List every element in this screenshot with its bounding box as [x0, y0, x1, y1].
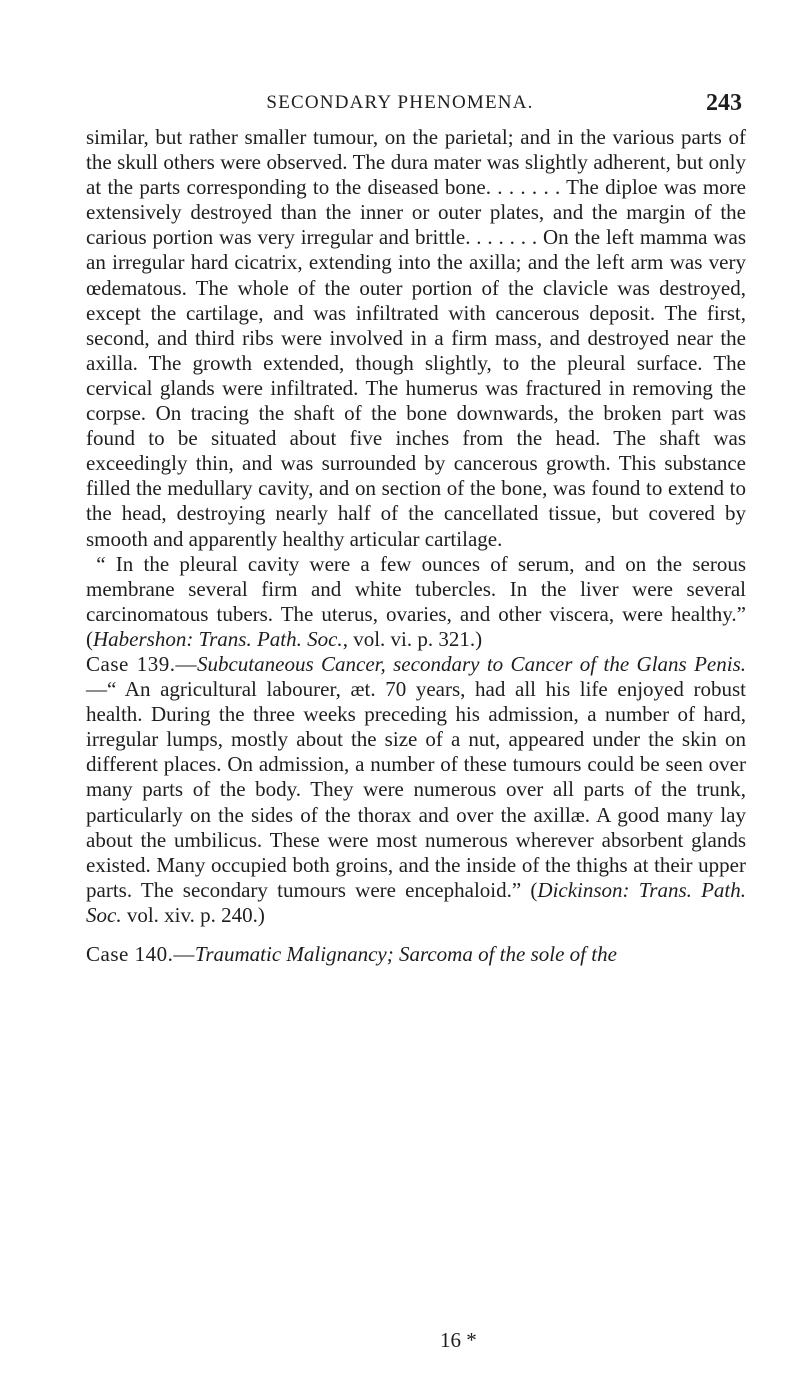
case-title: Subcutaneous Cancer, secondary to Cancer of the Glans Penis.	[196, 651, 747, 676]
case-label: Case 139.—	[86, 651, 197, 676]
paragraph-quote	[86, 552, 746, 652]
page-number: 243	[706, 90, 742, 116]
case-139-paragraph	[86, 652, 746, 928]
case-text: —“ An agricultural labourer, æt. 70 years, had all his life enjoyed robust health. During the three weeks preceding his admission, a number of hard, irregular lumps, mostly about the size of a nut, appeared under the skin on different places. On admission, a number of these tumours could be seen over many parts of the body. They were numerous over all parts of the trunk, particularly on the sides of the thorax and over the axillæ. A good many lay about the umbilicus. These were most numerous wherever absorbent glands existed. Many occupied both groins, and the inside of the thighs at their upper parts. The secondary tumours were encephaloid.” (	[86, 677, 746, 902]
case-label: Case 140.—	[86, 942, 195, 966]
paragraph-continuation: similar, but rather smaller tumour, on the parietal; and in the various parts of the skull others were observed. The dura mater was slightly adherent, but only at the parts corresponding to the diseased bone. . . . . . . The diploe was more extensively destroyed than the inner or outer plates, and the margin of the carious portion was very irregular and brittle. . . . . . . On the left mamma was an irregular hard cicatrix, extending into the axilla; and the left arm was very œdematous. The whole of the outer portion of the clavicle was destroyed, except the cartilage, and was infiltrated with cancerous deposit. The first, second, and third ribs were involved in a firm mass, and destroyed near the axilla. The growth extended, though slightly, to the pleural surface. The cervical glands were infiltrated. The humerus was fractured in removing the corpse. On tracing the shaft of the bone downwards, the broken part was found to be situated about five inches from the head. The shaft was exceedingly thin, and was surrounded by cancerous growth. This substance filled the medullary cavity, and on section of the bone, was found to extend to the head, destroying nearly half of the cancellated tissue, but covered by smooth and apparently healthy articular cartilage.	[86, 125, 746, 551]
quote-text: “ In the pleural cavity were a few ounces of serum, and on the serous membrane several firm and white tubercles. In the liver were several carcinomatous tubers. The uterus, ovaries, and other viscera, were healthy.” (	[86, 551, 747, 651]
citation: Habershon: Trans. Path. Soc.	[93, 626, 343, 651]
running-head	[0, 92, 800, 120]
signature-mark: 16 *	[440, 1328, 477, 1352]
citation-ref: vol. xiv. p. 240.)	[121, 902, 265, 927]
citation: Dickinson: Trans. Path. Soc.	[86, 877, 747, 927]
case-title: Traumatic Malignancy; Sarcoma of the sole of the	[194, 942, 617, 966]
case-140-paragraph	[86, 942, 746, 967]
running-title: SECONDARY PHENOMENA.	[266, 92, 534, 113]
citation-ref: , vol. vi. p. 321.)	[342, 626, 483, 651]
body-text	[86, 125, 746, 967]
